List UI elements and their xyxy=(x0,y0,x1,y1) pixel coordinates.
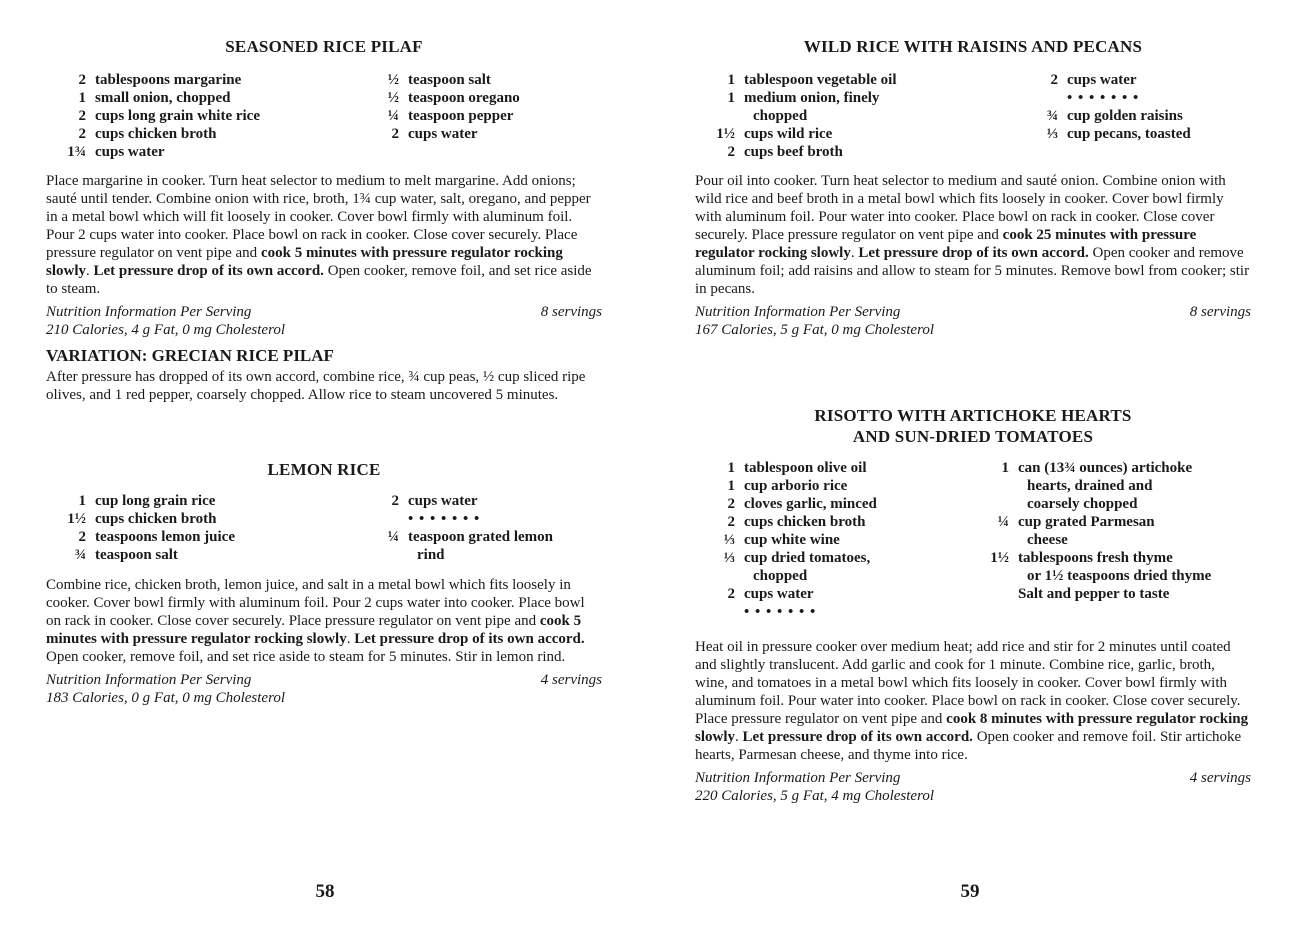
ingredient-quantity: 1 xyxy=(727,460,735,476)
ingredient-line: cups chicken broth xyxy=(744,514,866,530)
ingredient-quantity: ¼ xyxy=(997,514,1009,530)
ingredient-column-left xyxy=(695,459,975,621)
ingredient-line: cups water xyxy=(408,126,478,142)
ingredient-quantity: 1½ xyxy=(716,126,735,142)
ingredient-item xyxy=(386,492,602,510)
ingredient-text xyxy=(1018,549,1251,585)
ingredient-quantity xyxy=(386,510,399,528)
ingredient-item xyxy=(1025,107,1251,125)
ingredient-text xyxy=(744,513,975,531)
ingredient-item xyxy=(975,549,1251,585)
servings: 8 servings xyxy=(540,304,602,320)
separator-dots: • • • • • • • xyxy=(744,604,817,620)
ingredient-line: cups beef broth xyxy=(744,144,843,160)
ingredient-quantity: ¼ xyxy=(387,529,399,545)
ingredient-item xyxy=(46,143,386,161)
ingredient-line: can (13¾ ounces) artichoke xyxy=(1018,460,1193,476)
ingredient-quantity: 2 xyxy=(727,586,735,602)
ingredient-text xyxy=(744,143,1025,161)
nutrition-values: 220 Calories, 5 g Fat, 4 mg Cholesterol xyxy=(695,788,935,804)
separator-dots: • • • • • • • xyxy=(408,511,481,527)
ingredient-column-left xyxy=(46,71,386,161)
ingredient-text xyxy=(1067,125,1251,143)
ingredient-quantity: 1 xyxy=(727,90,735,106)
variation-grecian-rice-pilaf xyxy=(46,345,602,404)
ingredient-text xyxy=(744,531,975,549)
ingredient-item xyxy=(695,125,1025,143)
ingredient-line: cups water xyxy=(1067,72,1137,88)
recipe-lemon-rice xyxy=(46,459,602,707)
ingredient-text xyxy=(408,510,602,528)
ingredient-line: cup golden raisins xyxy=(1067,108,1183,124)
ingredient-text xyxy=(95,143,386,161)
ingredient-quantity: 2 xyxy=(727,514,735,530)
ingredient-item xyxy=(386,71,602,89)
recipe-seasoned-rice-pilaf xyxy=(46,36,602,339)
ingredient-column-right xyxy=(975,459,1251,621)
ingredient-line: chopped xyxy=(753,568,808,584)
ingredient-item xyxy=(695,71,1025,89)
ingredient-text xyxy=(744,477,975,495)
ingredient-line: cup long grain rice xyxy=(95,493,216,509)
ingredient-item xyxy=(695,585,975,603)
ingredient-item xyxy=(695,495,975,513)
ingredient-item xyxy=(1025,71,1251,89)
ingredient-line: cups water xyxy=(408,493,478,509)
ingredient-text xyxy=(95,546,386,564)
ingredient-item xyxy=(46,510,386,528)
ingredient-text xyxy=(744,125,1025,143)
page-number: 58 xyxy=(315,881,335,902)
nutrition-label: Nutrition Information Per Serving xyxy=(695,304,901,320)
ingredient-line: cups chicken broth xyxy=(95,511,217,527)
ingredient-text xyxy=(744,549,975,585)
ingredient-quantity: ½ xyxy=(387,72,399,88)
ingredient-line: tablespoons fresh thyme xyxy=(1018,550,1173,566)
recipe-risotto xyxy=(695,405,1251,805)
ingredient-quantity: 1 xyxy=(727,478,735,494)
ingredient-line: tablespoon vegetable oil xyxy=(744,72,897,88)
ingredient-line: teaspoon salt xyxy=(95,547,178,563)
ingredient-quantity: ½ xyxy=(387,90,399,106)
ingredient-line: teaspoon pepper xyxy=(408,108,514,124)
ingredient-item xyxy=(46,107,386,125)
ingredient-text xyxy=(744,603,975,621)
ingredient-line: cloves garlic, minced xyxy=(744,496,877,512)
ingredient-quantity: 2 xyxy=(78,108,86,124)
ingredient-text xyxy=(744,495,975,513)
servings: 4 servings xyxy=(540,672,602,688)
ingredient-line: cups chicken broth xyxy=(95,126,217,142)
ingredient-item xyxy=(46,125,386,143)
ingredient-line: cup white wine xyxy=(744,532,840,548)
recipe-wild-rice xyxy=(695,36,1251,339)
page-number: 59 xyxy=(960,881,980,902)
ingredient-item xyxy=(386,510,602,528)
recipe-title-line-1: RISOTTO WITH ARTICHOKE HEARTS xyxy=(814,406,1132,425)
ingredient-line: teaspoon oregano xyxy=(408,90,520,106)
ingredient-item xyxy=(386,125,602,143)
separator-dots: • • • • • • • xyxy=(1067,90,1140,106)
recipe-title: SEASONED RICE PILAF xyxy=(225,37,423,56)
ingredient-line: cups wild rice xyxy=(744,126,833,142)
ingredient-item xyxy=(695,531,975,549)
recipe-title: LEMON RICE xyxy=(267,460,381,479)
ingredient-item xyxy=(46,71,386,89)
ingredient-item xyxy=(695,549,975,585)
ingredient-quantity: 1½ xyxy=(67,511,86,527)
nutrition-values: 183 Calories, 0 g Fat, 0 mg Cholesterol xyxy=(46,690,286,706)
nutrition-label: Nutrition Information Per Serving xyxy=(46,672,252,688)
ingredient-line: Salt and pepper to taste xyxy=(1018,586,1170,602)
right-page xyxy=(648,0,1296,936)
ingredient-quantity: ¾ xyxy=(74,547,86,563)
ingredient-line: hearts, drained and xyxy=(1027,478,1153,494)
variation-text: After pressure has dropped of its own accord, combine rice, ¾ cup peas, ½ cup sliced ripe olives, and 1 red pepper, coarsely chopped. Allow rice to steam uncovered 5 minutes. xyxy=(46,369,586,403)
ingredient-item xyxy=(46,546,386,564)
ingredient-text xyxy=(408,125,602,143)
ingredient-quantity: ⅓ xyxy=(1046,126,1058,142)
ingredient-quantity: 2 xyxy=(1050,72,1058,88)
nutrition-values: 210 Calories, 4 g Fat, 0 mg Cholesterol xyxy=(46,322,286,338)
ingredient-text xyxy=(744,459,975,477)
ingredient-line: cups water xyxy=(95,144,165,160)
ingredient-text xyxy=(95,71,386,89)
ingredient-item xyxy=(695,143,1025,161)
ingredient-item xyxy=(975,513,1251,549)
ingredient-text xyxy=(408,71,602,89)
ingredient-line: cup pecans, toasted xyxy=(1067,126,1191,142)
ingredient-quantity: 2 xyxy=(727,144,735,160)
ingredient-line: coarsely chopped xyxy=(1027,496,1138,512)
ingredient-quantity: ¾ xyxy=(1046,108,1058,124)
ingredient-text xyxy=(744,89,1025,125)
ingredient-item xyxy=(386,528,602,564)
ingredient-text xyxy=(1067,89,1251,107)
ingredient-item xyxy=(695,89,1025,125)
nutrition-info xyxy=(695,769,1251,805)
ingredient-text xyxy=(95,89,386,107)
ingredient-quantity xyxy=(695,603,735,621)
nutrition-info xyxy=(695,303,1251,339)
ingredient-item xyxy=(695,459,975,477)
ingredient-text xyxy=(408,89,602,107)
ingredient-column-right xyxy=(386,71,602,161)
ingredient-line: cups water xyxy=(744,586,814,602)
ingredient-quantity: ⅓ xyxy=(723,550,735,566)
ingredient-quantity xyxy=(975,585,1009,603)
nutrition-info xyxy=(46,671,602,707)
ingredient-item xyxy=(975,459,1251,513)
ingredient-item xyxy=(46,89,386,107)
ingredient-line: or 1½ teaspoons dried thyme xyxy=(1027,568,1212,584)
ingredient-text xyxy=(1018,513,1251,549)
ingredient-text xyxy=(95,125,386,143)
ingredient-column-left xyxy=(46,492,386,564)
ingredient-line: cup arborio rice xyxy=(744,478,848,494)
ingredient-item xyxy=(386,89,602,107)
recipe-instructions: Place margarine in cooker. Turn heat selector to medium to melt margarine. Add onions; sauté until tender. Combine onion with rice, broth, 1¾ cup water, salt, oregano, and pepper in a metal bowl which will fit loosely in cooker. Cover bowl firmly with aluminum foil. Pour 2 cups water into cooker. Place bowl on rack in cooker. Close cover securely. Place pressure regulator on vent pipe and cook 5 minutes with pressure regulator rocking slowly. Let pressure drop of its own accord. Open cooker, remove foil, and set rice aside to steam. xyxy=(46,173,592,297)
ingredient-column-right xyxy=(386,492,602,564)
ingredient-quantity: 1½ xyxy=(990,550,1009,566)
ingredient-line: tablespoons margarine xyxy=(95,72,242,88)
nutrition-label: Nutrition Information Per Serving xyxy=(46,304,252,320)
ingredient-quantity: 1 xyxy=(78,493,86,509)
ingredient-quantity: 2 xyxy=(391,493,399,509)
ingredient-column-right xyxy=(1025,71,1251,161)
ingredient-item xyxy=(695,603,975,621)
ingredient-text xyxy=(408,107,602,125)
ingredient-line: chopped xyxy=(753,108,808,124)
ingredient-item xyxy=(1025,89,1251,107)
ingredient-text xyxy=(1018,459,1251,513)
ingredient-item xyxy=(46,528,386,546)
ingredient-text xyxy=(95,492,386,510)
ingredient-text xyxy=(408,492,602,510)
ingredient-quantity: 2 xyxy=(727,496,735,512)
ingredient-line: teaspoon grated lemon xyxy=(408,529,553,545)
ingredient-quantity: 2 xyxy=(391,126,399,142)
ingredient-line: teaspoons lemon juice xyxy=(95,529,235,545)
nutrition-values: 167 Calories, 5 g Fat, 0 mg Cholesterol xyxy=(695,322,935,338)
ingredient-quantity: 1 xyxy=(78,90,86,106)
recipe-instructions: Pour oil into cooker. Turn heat selector to medium and sauté onion. Combine onion with wild rice and beef broth in a metal bowl which fits loosely in cooker. Cover bowl firmly with aluminum foil. Pour water into cooker. Place bowl on rack in cooker. Close cover securely. Place pressure regulator on vent pipe and cook 25 minutes with pressure regulator rocking slowly. Let pressure drop of its own accord. Open cooker and remove aluminum foil; add raisins and allow to steam for 5 minutes. Remove bowl from cooker; stir in pecans. xyxy=(695,173,1250,297)
ingredient-text xyxy=(1018,585,1251,603)
servings: 4 servings xyxy=(1189,770,1251,786)
ingredient-item xyxy=(695,477,975,495)
ingredient-quantity: ⅓ xyxy=(723,532,735,548)
ingredient-line: cup dried tomatoes, xyxy=(744,550,871,566)
ingredient-column-left xyxy=(695,71,1025,161)
recipe-title-line-2: AND SUN-DRIED TOMATOES xyxy=(852,427,1094,446)
ingredient-quantity: 1 xyxy=(1001,460,1009,476)
recipe-instructions: Heat oil in pressure cooker over medium heat; add rice and stir for 2 minutes until coated and slightly translucent. Add garlic and cook for 1 minute. Combine rice, garlic, broth, wine, and tomatoes in a metal bowl which fits loosely in cooker. Cover bowl firmly with aluminum foil. Pour water into cooker. Place bowl on rack in cooker. Close cover securely. Place pressure regulator on vent pipe and cook 8 minutes with pressure regulator rocking slowly. Let pressure drop of its own accord. Open cooker and remove foil. Stir artichoke hearts, Parmesan cheese, and thyme into rice. xyxy=(695,639,1249,763)
ingredient-item xyxy=(975,585,1251,603)
ingredient-quantity: 2 xyxy=(78,529,86,545)
ingredient-line: cheese xyxy=(1027,532,1068,548)
nutrition-info xyxy=(46,303,602,339)
ingredient-text xyxy=(1067,71,1251,89)
ingredient-quantity: 1¾ xyxy=(67,144,86,160)
recipe-title: WILD RICE WITH RAISINS AND PECANS xyxy=(803,37,1143,56)
ingredient-text xyxy=(1067,107,1251,125)
recipe-instructions: Combine rice, chicken broth, lemon juice, and salt in a metal bowl which fits loosely in cooker. Cover bowl firmly with aluminum foil. Pour 2 cups water into cooker. Place bowl on rack in cooker. Close cover securely. Place pressure regulator on vent pipe and cook 5 minutes with pressure regulator rocking slowly. Let pressure drop of its own accord. Open cooker, remove foil, and set rice aside to steam for 5 minutes. Stir in lemon rind. xyxy=(46,577,585,665)
ingredient-line: medium onion, finely xyxy=(744,90,880,106)
ingredient-text xyxy=(744,71,1025,89)
recipe-title xyxy=(695,405,1251,447)
ingredient-quantity: ¼ xyxy=(387,108,399,124)
ingredient-text xyxy=(408,528,602,564)
ingredient-text xyxy=(744,585,975,603)
ingredient-line: cups long grain white rice xyxy=(95,108,260,124)
ingredient-text xyxy=(95,510,386,528)
ingredient-line: cup grated Parmesan xyxy=(1018,514,1155,530)
ingredient-line: small onion, chopped xyxy=(95,90,231,106)
ingredient-quantity: 2 xyxy=(78,126,86,142)
ingredient-item xyxy=(386,107,602,125)
ingredient-text xyxy=(95,107,386,125)
nutrition-label: Nutrition Information Per Serving xyxy=(695,770,901,786)
servings: 8 servings xyxy=(1189,304,1251,320)
ingredient-line: teaspoon salt xyxy=(408,72,491,88)
ingredient-line: tablespoon olive oil xyxy=(744,460,867,476)
ingredient-line: rind xyxy=(417,547,445,563)
ingredient-quantity: 1 xyxy=(727,72,735,88)
ingredient-item xyxy=(46,492,386,510)
ingredient-item xyxy=(695,513,975,531)
variation-title: VARIATION: GRECIAN RICE PILAF xyxy=(46,346,334,365)
ingredient-item xyxy=(1025,125,1251,143)
ingredient-text xyxy=(95,528,386,546)
ingredient-quantity: 2 xyxy=(78,72,86,88)
ingredient-quantity xyxy=(1025,89,1058,107)
